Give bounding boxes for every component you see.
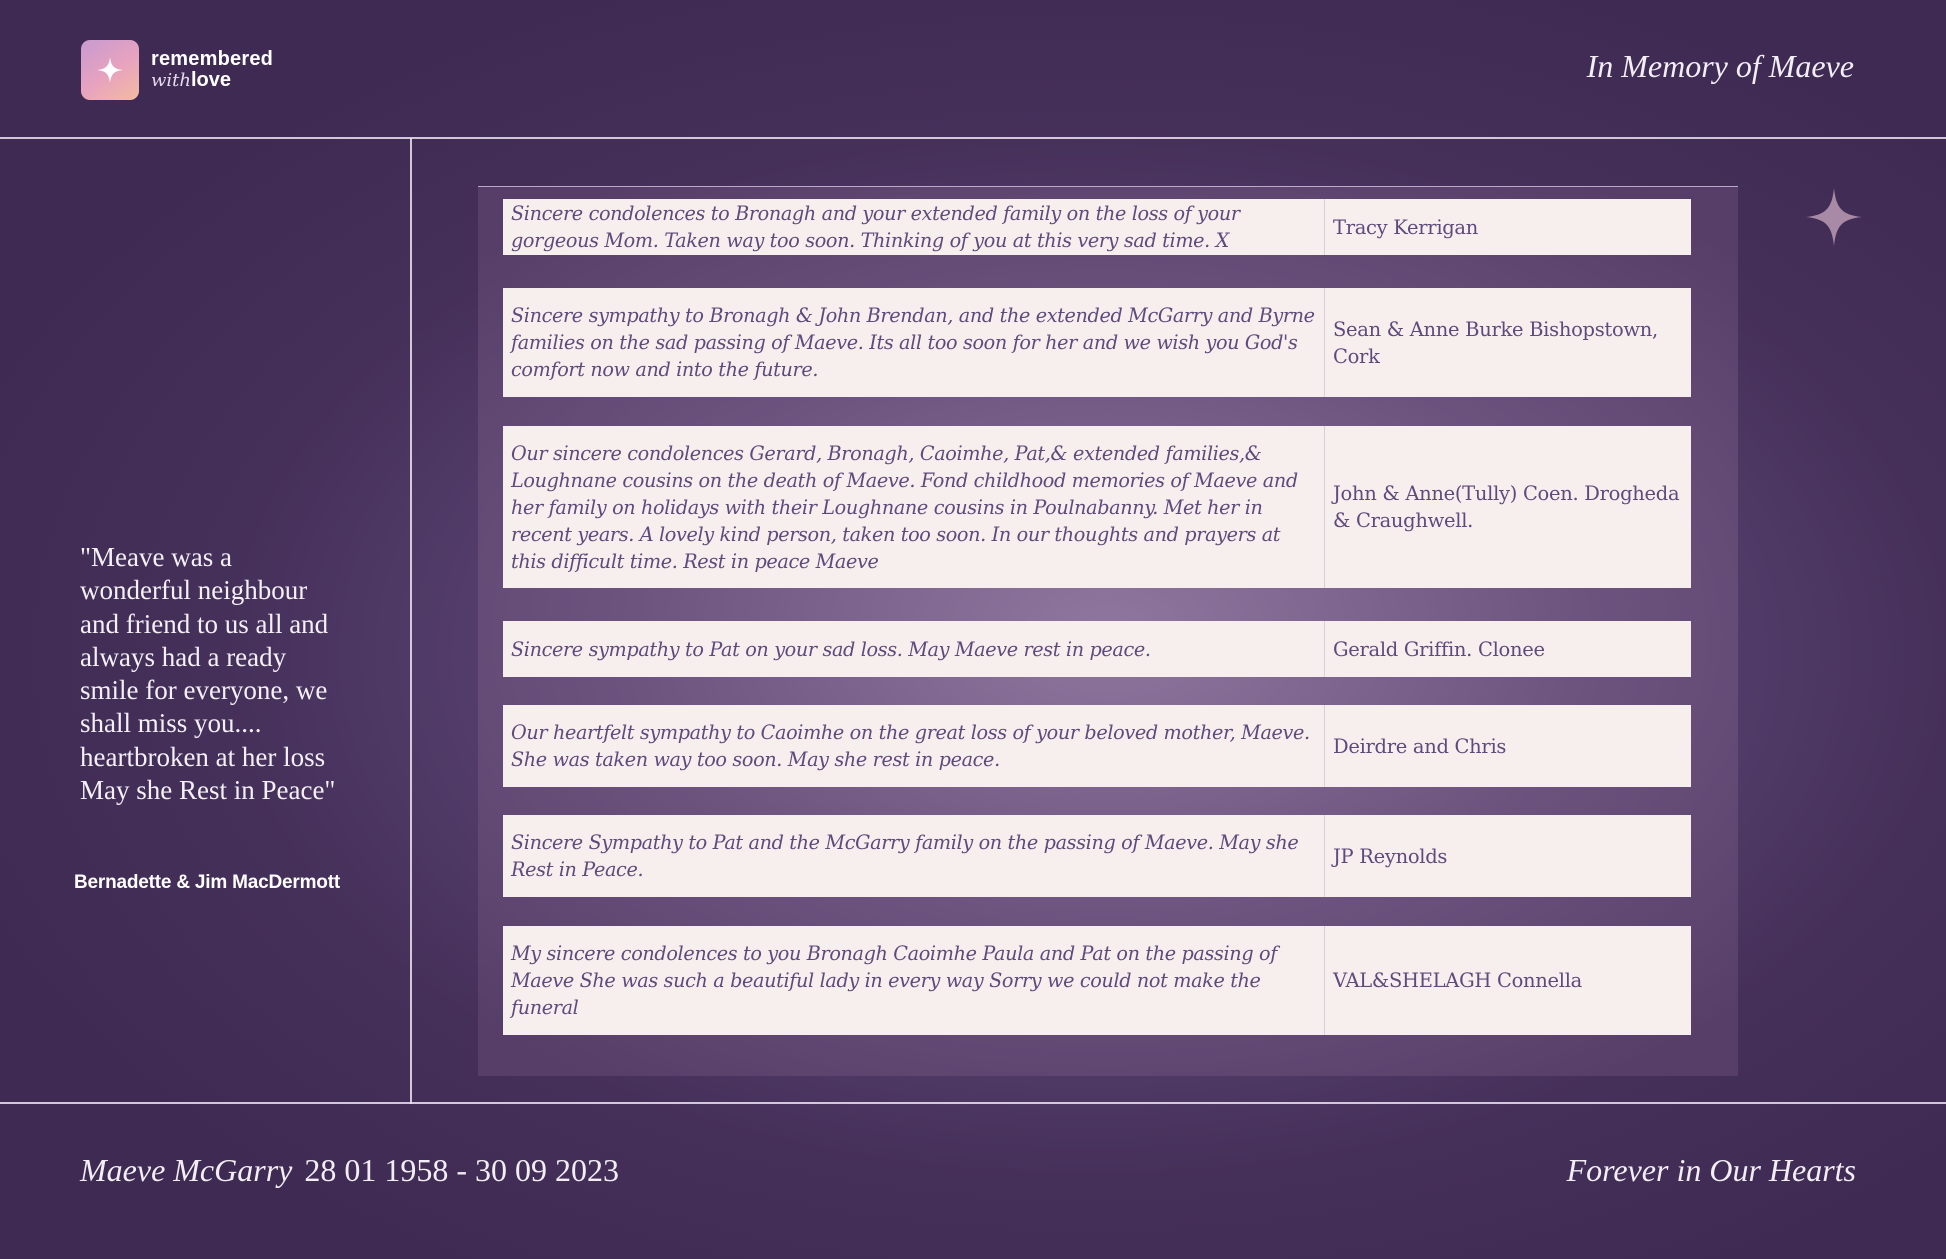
condolence-signature: John & Anne(Tully) Coen. Drogheda & Craughwell.	[1333, 482, 1680, 532]
life-dates: 28 01 1958 - 30 09 2023	[304, 1152, 619, 1188]
condolence-message: Sincere condolences to Bronagh and your extended family on the loss of your gorgeous Mom. Taken way too soon. Thinking of you at this very sad time. X	[503, 199, 1325, 255]
logo-with: with	[151, 70, 191, 91]
logo-badge	[81, 40, 139, 100]
condolence-message: Sincere sympathy to Bronagh & John Brendan, and the extended McGarry and Byrne families on the sad passing of Maeve. Its all too soon for her and we wish you God's comfort now and into the future.	[503, 288, 1325, 397]
sidebar-divider	[410, 138, 412, 1104]
logo-love: love	[191, 69, 232, 91]
condolence-message: Sincere Sympathy to Pat and the McGarry family on the passing of Maeve. May she Rest in Peace.	[503, 815, 1325, 897]
condolence-signature: Deirdre and Chris	[1333, 734, 1507, 758]
condolence-message: Sincere sympathy to Pat on your sad loss. May Maeve rest in peace.	[503, 621, 1325, 677]
footer-divider	[0, 1102, 1946, 1104]
page-title: In Memory of Maeve	[1586, 48, 1854, 84]
condolence-row	[503, 621, 1691, 677]
condolence-row	[503, 426, 1691, 588]
condolence-signature: Gerald Griffin. Clonee	[1333, 637, 1545, 661]
featured-quote: "Meave was a wonderful neighbour and friend to us all and always had a ready smile for everyone, we shall miss you.... heartbroken at her loss May she Rest in Peace"	[80, 542, 336, 806]
logo-line-1: remembered	[151, 48, 274, 70]
sparkle-icon	[97, 57, 123, 83]
deceased-name: Maeve McGarry	[80, 1152, 293, 1188]
logo-line-2	[151, 70, 273, 91]
four-point-star-icon	[1806, 188, 1862, 246]
condolence-row	[503, 288, 1691, 397]
condolence-message: Our sincere condolences Gerard, Bronagh, Caoimhe, Pat,& extended families,& Loughnane cousins on the death of Maeve. Fond childhood memories of Maeve and her family on holidays with their Loughnane cousins in Poulnabanny. Met her in recent years. A lovely kind person, taken too soon. In our thoughts and prayers at this difficult time. Rest in peace Maeve	[503, 426, 1325, 588]
header-divider	[0, 137, 1946, 139]
brand-logo	[81, 40, 273, 100]
condolence-signature: VAL&SHELAGH Connella	[1333, 969, 1582, 992]
panel-top-border	[478, 186, 1738, 187]
condolence-row	[503, 815, 1691, 897]
quote-author: Bernadette & Jim MacDermott	[74, 872, 340, 893]
condolence-row	[503, 199, 1691, 255]
condolence-row	[503, 705, 1691, 787]
condolence-signature: Tracy Kerrigan	[1333, 215, 1479, 239]
footer-memorial	[80, 1152, 619, 1189]
condolence-row	[503, 926, 1691, 1035]
footer-tagline: Forever in Our Hearts	[1566, 1152, 1856, 1188]
condolence-message: Our heartfelt sympathy to Caoimhe on the great loss of your beloved mother, Maeve. She was taken way too soon. May she rest in peace.	[503, 705, 1325, 787]
condolence-message: My sincere condolences to you Bronagh Caoimhe Paula and Pat on the passing of Maeve She was such a beautiful lady in every way Sorry we could not make the funeral	[503, 926, 1325, 1035]
condolence-signature: JP Reynolds	[1333, 844, 1448, 868]
condolence-signature: Sean & Anne Burke Bishopstown, Cork	[1333, 317, 1658, 368]
logo-wordmark	[151, 49, 273, 91]
